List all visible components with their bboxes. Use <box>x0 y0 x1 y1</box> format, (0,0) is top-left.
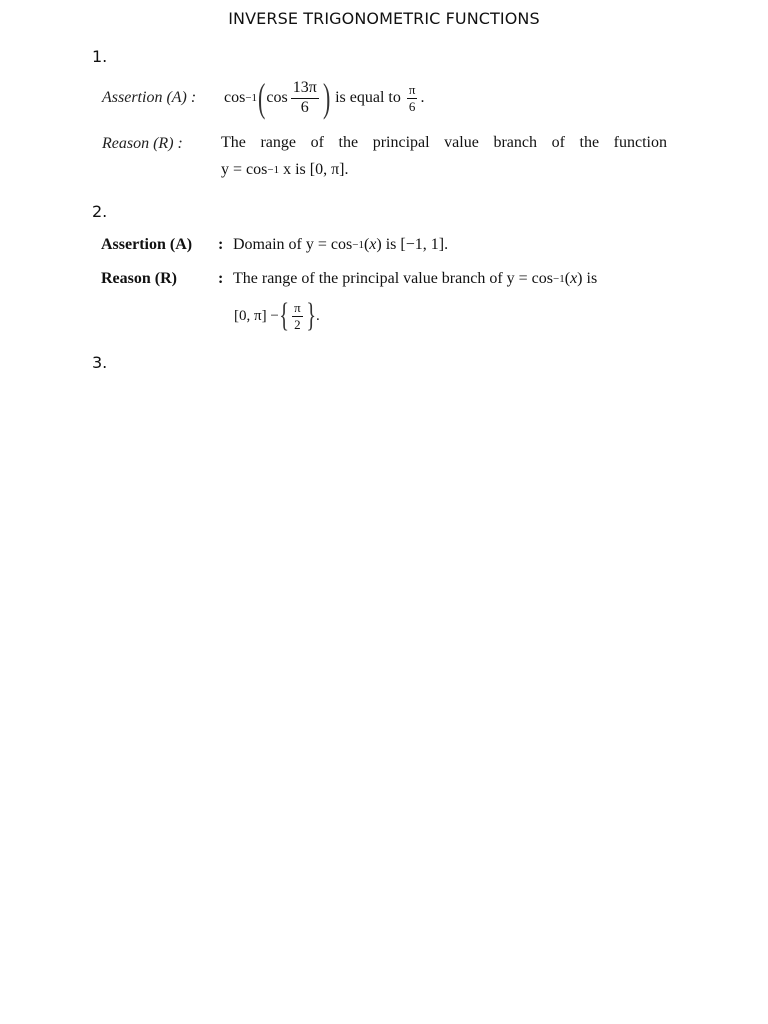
q1-inv: −1 <box>245 92 258 104</box>
q2-assertion-colon: : <box>218 236 224 253</box>
q2-assertion-text <box>233 236 448 254</box>
q2-range-end: . <box>316 307 320 324</box>
q2-assertion-label: Assertion (A) <box>101 236 193 253</box>
q1-reason-rest: x is [0, π]. <box>279 161 349 178</box>
q1-fraction-den: 6 <box>300 98 309 116</box>
question-number-1: 1. <box>92 47 108 66</box>
q1-reason-line2 <box>221 161 348 179</box>
q1-inner-func: cos <box>266 89 288 106</box>
q2-reason-colon: : <box>218 270 224 287</box>
q1-assertion-expression <box>224 76 424 120</box>
q1-reason-line1: The range of the principal value branch of the function <box>221 134 667 151</box>
question-number-3: 3. <box>92 353 108 372</box>
question-number-2: 2. <box>92 202 108 221</box>
q2-reason-c: ) is <box>577 270 598 287</box>
q2-assertion-b: ( <box>363 236 370 253</box>
q2-assertion-c: ) is [−1, 1]. <box>376 236 449 253</box>
q1-fraction <box>291 80 319 117</box>
q1-result-fraction <box>407 83 418 113</box>
q2-reason-a: The range of the principal value branch of y = cos <box>233 270 554 287</box>
q2-assertion-sup: −1 <box>352 239 364 251</box>
q2-range-expression <box>234 297 320 335</box>
q2-range-fraction <box>292 301 303 331</box>
q1-reason-sup: −1 <box>267 164 280 176</box>
left-brace-icon: { <box>279 297 289 334</box>
q1-func: cos <box>224 89 246 106</box>
q1-reason-func: y = cos <box>221 161 268 178</box>
q2-reason-b: ( <box>564 270 571 287</box>
left-paren-icon: ( <box>258 75 266 120</box>
q1-assertion-label: Assertion (A) : <box>102 89 197 106</box>
right-brace-icon: } <box>305 297 316 334</box>
q1-reason-label: Reason (R) : <box>102 135 183 152</box>
q2-reason-text <box>233 270 597 288</box>
q2-range-num: π <box>294 299 301 315</box>
q1-fraction-num: 13π <box>291 80 319 99</box>
q2-reason-x: x <box>570 270 578 287</box>
q1-assertion-text: is equal to <box>335 89 401 106</box>
q2-range-a: [0, π] − <box>234 307 279 324</box>
q1-assertion-end: . <box>420 89 425 106</box>
q1-result-num: π <box>408 81 416 97</box>
q2-assertion-a: Domain of y = cos <box>233 236 353 253</box>
right-paren-icon: ) <box>322 75 331 120</box>
q2-assertion-x: x <box>369 236 377 253</box>
q1-result-den: 6 <box>408 98 416 114</box>
q2-reason-label: Reason (R) <box>101 270 177 287</box>
page-title: INVERSE TRIGONOMETRIC FUNCTIONS <box>228 9 540 28</box>
q2-range-den: 2 <box>294 316 301 332</box>
q2-reason-sup: −1 <box>553 273 565 285</box>
